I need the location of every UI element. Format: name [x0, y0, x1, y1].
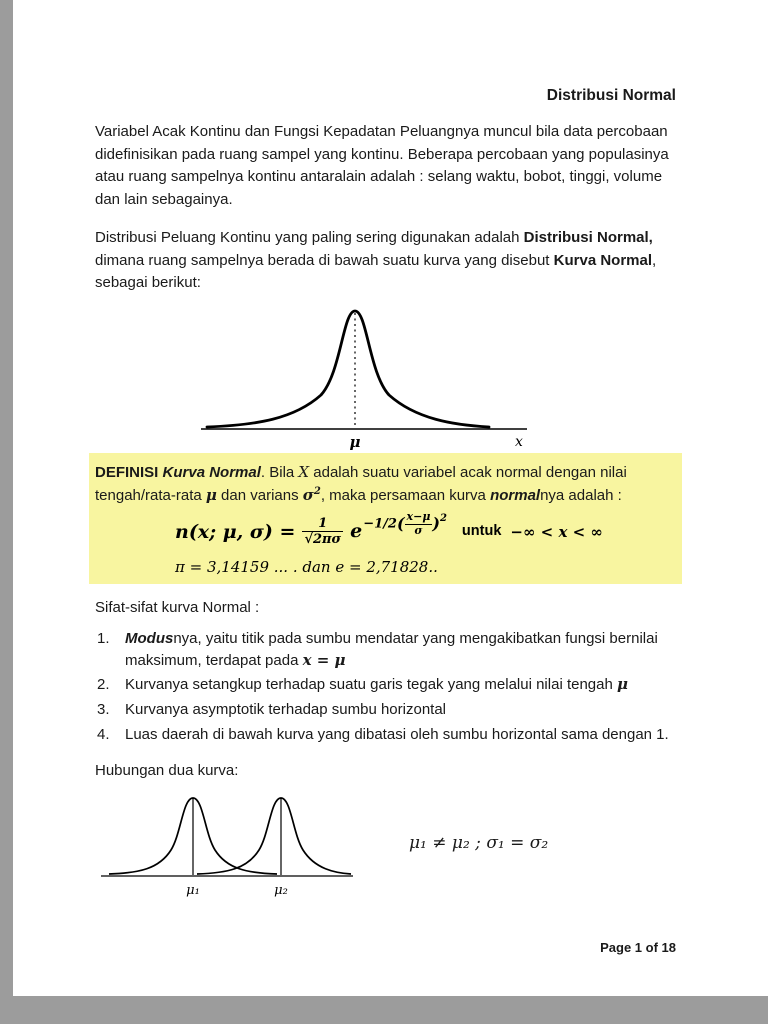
list-item-2	[95, 674, 676, 696]
properties-list	[95, 628, 676, 746]
two-curves-heading: Hubungan dua kurva:	[95, 761, 239, 779]
p2-bold-distribusi-normal: Distribusi Normal,	[523, 229, 653, 247]
list-item-text: Kurvanya setangkup terhadap suatu garis tegak yang melalui nilai tengah μ	[125, 675, 628, 694]
paragraph-intro-text: Variabel Acak Kontinu dan Fungsi Kepadatan Peluangnya muncul bila data percobaan didefinisikan pada ruang sampel yang kontinu. Beberapa percobaan yang populasinya atau ruang sampelnya kontinu antaralain adalah : selang waktu, bobot, tinggi, volume dan lain sebagainya.	[95, 123, 669, 208]
two-normal-curves-figure	[101, 788, 361, 900]
mu2-label: μ₂	[274, 883, 288, 899]
mu-symbol: μ	[617, 675, 628, 694]
fraction-numerator: 1	[302, 516, 343, 533]
list-number: 3.	[97, 701, 110, 719]
normal-density-formula	[175, 510, 676, 548]
def-var-x: X	[298, 462, 310, 481]
list-number: 1.	[97, 629, 110, 647]
p2-seg1: Distribusi Peluang Kontinu yang paling sering digunakan adalah	[95, 229, 524, 247]
formula-coefficient-fraction	[302, 516, 343, 548]
mu-axis-label: μ	[349, 432, 361, 451]
def-sigma-exponent: 2	[313, 486, 321, 498]
list-item-text: Modusnya, yaitu titik pada sumbu mendatar yang mengakibatkan fungsi bernilai maksimum, terdapat pada x = μ	[125, 629, 658, 669]
close-paren: )	[432, 514, 440, 534]
list-number: 4.	[97, 725, 110, 743]
euler-e: e	[350, 520, 363, 543]
mean-variance-relation: μ₁ ≠ μ₂ ; σ₁ = σ₂	[409, 833, 549, 854]
radical-sign: √	[304, 532, 313, 548]
p2-seg5: , sebagai berikut:	[95, 251, 657, 292]
list-number: 2.	[97, 676, 110, 694]
def-mu-symbol: μ	[205, 486, 217, 505]
radicand: 2πσ	[312, 532, 342, 548]
x-axis-label: x	[515, 433, 523, 450]
untuk-label: untuk	[461, 522, 502, 539]
list-item-text: Kurvanya asymptotik terhadap sumbu horizontal	[125, 701, 447, 719]
modus-word: Modus	[125, 629, 174, 647]
properties-heading: Sifat-sifat kurva Normal :	[95, 599, 260, 617]
definition-highlight-block	[89, 453, 682, 585]
def-word-normal: normal	[490, 487, 541, 505]
def-word-definisi: DEFINISI	[95, 463, 163, 481]
formula-lhs: n(x; μ, σ) =	[175, 520, 296, 543]
open-paren: (	[396, 514, 405, 534]
list-item-1	[95, 628, 676, 672]
def-kurva-normal: Kurva Normal	[162, 463, 261, 481]
mu1-label: μ₁	[186, 883, 200, 899]
exponent-block: −1/2( $\frac{x-\mu}{\sigma}$ )$^2$	[363, 510, 447, 538]
normal-curve-figure	[199, 299, 529, 451]
two-curves-figure-row	[101, 788, 676, 900]
definition-text: DEFINISI Kurva Normal. Bila X adalah suatu variabel acak normal dengan nilai tengah/rata-rata μ dan varians $\sigma^2$, maka persamaan kurva normalnya adalah :	[95, 462, 627, 505]
page-number-footer: Page 1 of 18	[600, 940, 676, 955]
x-range: −∞ < x < ∞	[510, 522, 603, 541]
p2-seg3: dimana ruang sampelnya berada di bawah suatu kurva yang disebut	[95, 251, 554, 269]
bell-curve-path	[207, 311, 489, 427]
bell-curve-2-path	[197, 798, 351, 874]
p2-bold-kurva-normal: Kurva Normal	[553, 251, 653, 269]
fraction-denominator	[302, 532, 343, 548]
constants-line: π = 3,14159 ... . dan e = 2,71828..	[175, 557, 438, 576]
def-sigma-symbol: σ	[302, 486, 314, 505]
exponent-fraction: $\frac{x-\mu}{\sigma}$	[406, 510, 431, 538]
x-equals-mu: x = μ	[302, 650, 346, 669]
document-page	[13, 0, 768, 996]
list-item-3	[95, 699, 676, 721]
page-title: Distribusi Normal	[546, 87, 676, 104]
list-item-4	[95, 724, 676, 746]
squared-exponent: 2	[439, 513, 447, 525]
paragraph-distribusi-peluang	[95, 227, 676, 295]
paragraph-intro	[95, 121, 676, 211]
list-item-text: Luas daerah di bawah kurva yang dibatasi oleh sumbu horizontal sama dengan 1.	[125, 725, 669, 743]
formula-exponential-term	[350, 510, 447, 547]
